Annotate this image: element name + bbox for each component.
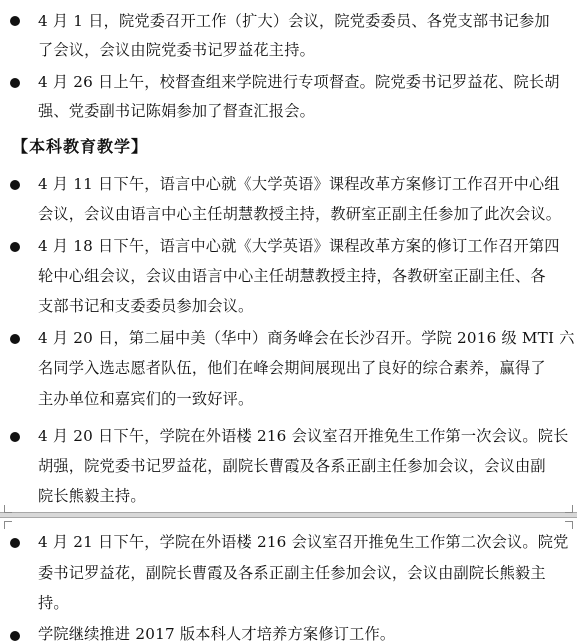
paragraph-line: 持。 [38, 594, 69, 612]
bullet-icon [10, 334, 20, 344]
paragraph-line: 4 月 20 日，第二届中美（华中）商务峰会在长沙召开。学院 2016 级 MTI 六 [38, 329, 575, 347]
page-corner-mark [4, 505, 12, 513]
bullet-icon [10, 538, 20, 548]
paragraph-line: 轮中心组会议，会议由语言中心主任胡慧教授主持，各教研室正副主任、各 [38, 267, 546, 285]
bullet-icon [10, 78, 20, 88]
paragraph-line: 名同学入选志愿者队伍，他们在峰会期间展现出了良好的综合素养，赢得了 [38, 359, 546, 377]
paragraph-line: 4 月 20 日下午，学院在外语楼 216 会议室召开推免生工作第一次会议。院长 [38, 427, 569, 445]
paragraph-line: 4 月 18 日下午，语言中心就《大学英语》课程改革方案的修订工作召开第四 [38, 237, 560, 255]
paragraph-line: 强、党委副书记陈娟参加了督查汇报会。 [38, 102, 315, 120]
paragraph-line: 了会议，会议由院党委书记罗益花主持。 [38, 41, 315, 59]
paragraph-line: 会议，会议由语言中心主任胡慧教授主持，教研室正副主任参加了此次会议。 [38, 205, 562, 223]
bullet-icon [10, 432, 20, 442]
paragraph-line: 胡强，院党委书记罗益花，副院长曹霞及各系正副主任参加会议，会议由副 [38, 457, 546, 475]
paragraph-line: 4 月 21 日下午，学院在外语楼 216 会议室召开推免生工作第二次会议。院党 [38, 533, 569, 551]
bullet-icon [10, 242, 20, 252]
paragraph-line: 学院继续推进 2017 版本科人才培养方案修订工作。 [38, 625, 396, 643]
document-page-2 [0, 518, 577, 643]
bullet-icon [10, 180, 20, 190]
paragraph-line: 4 月 11 日下午，语言中心就《大学英语》课程改革方案修订工作召开中心组 [38, 175, 560, 193]
page-corner-mark [565, 505, 573, 513]
bullet-icon [10, 631, 20, 641]
paragraph-line: 4 月 1 日，院党委召开工作（扩大）会议，院党委委员、各党支部书记参加 [38, 12, 550, 30]
bullet-icon [10, 16, 20, 26]
paragraph-line: 支部书记和支委委员参加会议。 [38, 297, 254, 315]
paragraph-line: 4 月 26 日上午，校督查组来学院进行专项督查。院党委书记罗益花、院长胡 [38, 73, 560, 91]
paragraph-line: 主办单位和嘉宾们的一致好评。 [38, 390, 254, 408]
section-heading: 【本科教育教学】 [12, 137, 149, 156]
paragraph-line: 委书记罗益花，副院长曹霞及各系正副主任参加会议，会议由副院长熊毅主 [38, 564, 546, 582]
paragraph-line: 院长熊毅主持。 [38, 487, 146, 505]
